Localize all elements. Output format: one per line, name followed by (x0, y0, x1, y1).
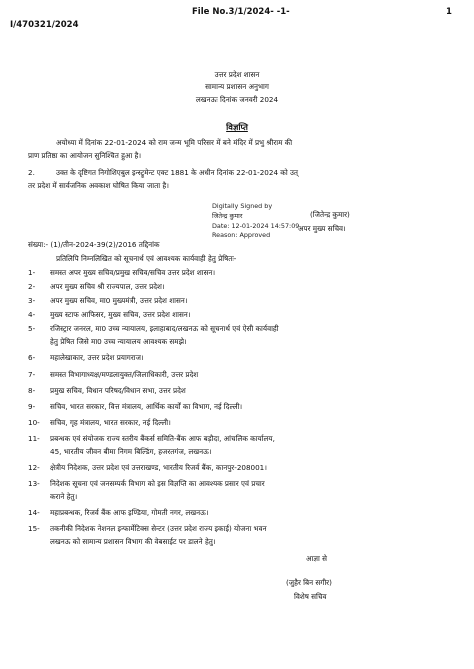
list-item: 2- अपर मुख्य सचिव श्री राज्यपाल, उत्तर प्रदेश। (28, 282, 165, 291)
list-item: 7- समस्त विभागाध्यक्ष/मण्डलायुक्त/जिलाधिकारी, उत्तर प्रदेश (28, 370, 199, 379)
list-item: 5- रजिस्ट्रार जनरल, मा0 उच्च न्यायालय, इलाहाबाद/लखनऊ को सूचनार्थ एवं ऐसी कार्यवाही (28, 324, 279, 333)
closing-designation: विशेष सचिव (294, 592, 327, 601)
paragraph1-line1: अयोध्या में दिनांक 22-01-2024 को राम जन्म भूमि परिसर में बने मंदिर में प्रभु श्रीराम की (56, 138, 293, 147)
paragraph2-number: 2. (28, 168, 35, 177)
list-item: 14- महाप्रबन्धक, रिजर्व बैंक आफ इण्डिया, गोमती नगर, लखनऊ। (28, 508, 209, 517)
signer-name: जितेन्द्र कुमार (212, 212, 243, 221)
file-number: File No.3/1/2024- -1- (192, 7, 290, 17)
digital-signature (212, 202, 299, 239)
title-text: विज्ञप्ति (226, 122, 248, 132)
copy-intro: प्रतिलिपि निम्नलिखित को सूचनार्थ एवं आवश्यक कार्यवाही हेतु प्रेषितः- (56, 254, 237, 263)
list-item: 1- समस्त अपर मुख्य सचिव/प्रमुख सचिव/सचिव उत्तर प्रदेश शासन। (28, 268, 216, 277)
aagya-se: आज्ञा से (306, 554, 327, 563)
list-item-continuation: लखनऊ को सामान्य प्रशासन विभाग की वेबसाईट पर डालने हेतु। (50, 537, 216, 546)
list-item: 10- सचिव, गृह मंत्रालय, भारत सरकार, नई दिल्ली। (28, 418, 171, 427)
signed-by-label: Digitally Signed by (212, 202, 273, 210)
signer-name-brackets: (जितेन्द्र कुमार) (310, 210, 350, 219)
page-title (0, 122, 474, 133)
paragraph2-line1: उक्त के दृष्टिगत निगोशिएबुल इन्स्ट्रूमेन्ट एक्ट 1881 के अधीन दिनांक 22-01-2024 को उत् (56, 168, 299, 177)
list-item: 15- तकनीकी निदेशक नेशनल इन्फार्मेटिक्स सेन्टर (उत्तर प्रदेश राज्य इकाई) योजना भवन (28, 524, 267, 533)
signature-reason: Reason: Approved (212, 230, 271, 239)
list-item: 9- सचिव, भारत सरकार, वित्त मंत्रालय, आर्थिक कार्यों का विभाग, नई दिल्ली। (28, 402, 243, 411)
list-item: 13- निदेशक सूचना एवं जनसम्पर्क विभाग को इस विज्ञप्ति का आवश्यक प्रसार एवं प्रचार (28, 479, 265, 488)
list-item: 6- महालेखाकार, उत्तर प्रदेश प्रयागराज। (28, 353, 144, 362)
list-item: 11- प्रबन्धक एवं संयोजक राज्य स्तरीय बैंकर्स समिति-बैंक आफ बड़ौदा, आंचलिक कार्यालय, (28, 434, 275, 443)
closing-name: (जुहैर बिन सगीर) (286, 578, 332, 587)
page-index: 1 (446, 7, 452, 17)
list-item: 8- प्रमुख सचिव, विधान परिषद/विधान सभा, उत्तर प्रदेश (28, 386, 186, 395)
signature-date: Date: 12-01-2024 14:57:09 (212, 222, 300, 231)
signer-designation: अपर मुख्य सचिव। (298, 224, 346, 233)
date-line: लखनऊः दिनांक जनवरी 2024 (195, 95, 279, 104)
office-line2: सामान्य प्रशासन अनुभाग (205, 82, 269, 91)
reference-number: I/470321/2024 (10, 20, 79, 30)
list-item: 3- अपर मुख्य सचिव, मा0 मुख्यमंत्री, उत्तर प्रदेश शासन। (28, 296, 188, 305)
list-item-continuation: कराने हेतु। (50, 492, 78, 501)
list-item-continuation: हेतु प्रेषित जिसे मा0 उच्च न्यायालय आवश्यक समझे। (50, 337, 187, 346)
list-item: 4- मुख्य स्टाफ आफिसर, मुख्य सचिव, उत्तर प्रदेश शासन। (28, 310, 191, 319)
paragraph2-line2: तर प्रदेश में सार्वजनिक अवकाश घोषित किया जाता है। (28, 181, 169, 190)
office-line1: उत्तर प्रदेश शासन (214, 70, 260, 79)
sankhya-line: संख्या:- (1)/तीन-2024-39(2)/2016 तद्दिनांक (28, 240, 160, 249)
list-item: 12- क्षेत्रीय निदेशक, उत्तर प्रदेश एवं उत्तराखण्ड, भारतीय रिजर्व बैंक, कानपुर-208001। (28, 463, 267, 472)
list-item-continuation: 45, भारतीय जीवन बीमा निगम बिल्डिंग, हजरतगंज, लखनऊ। (50, 447, 212, 456)
paragraph1-line2: प्राण प्रतिष्ठा का आयोजन सुनिश्चित हुआ है। (28, 151, 142, 160)
